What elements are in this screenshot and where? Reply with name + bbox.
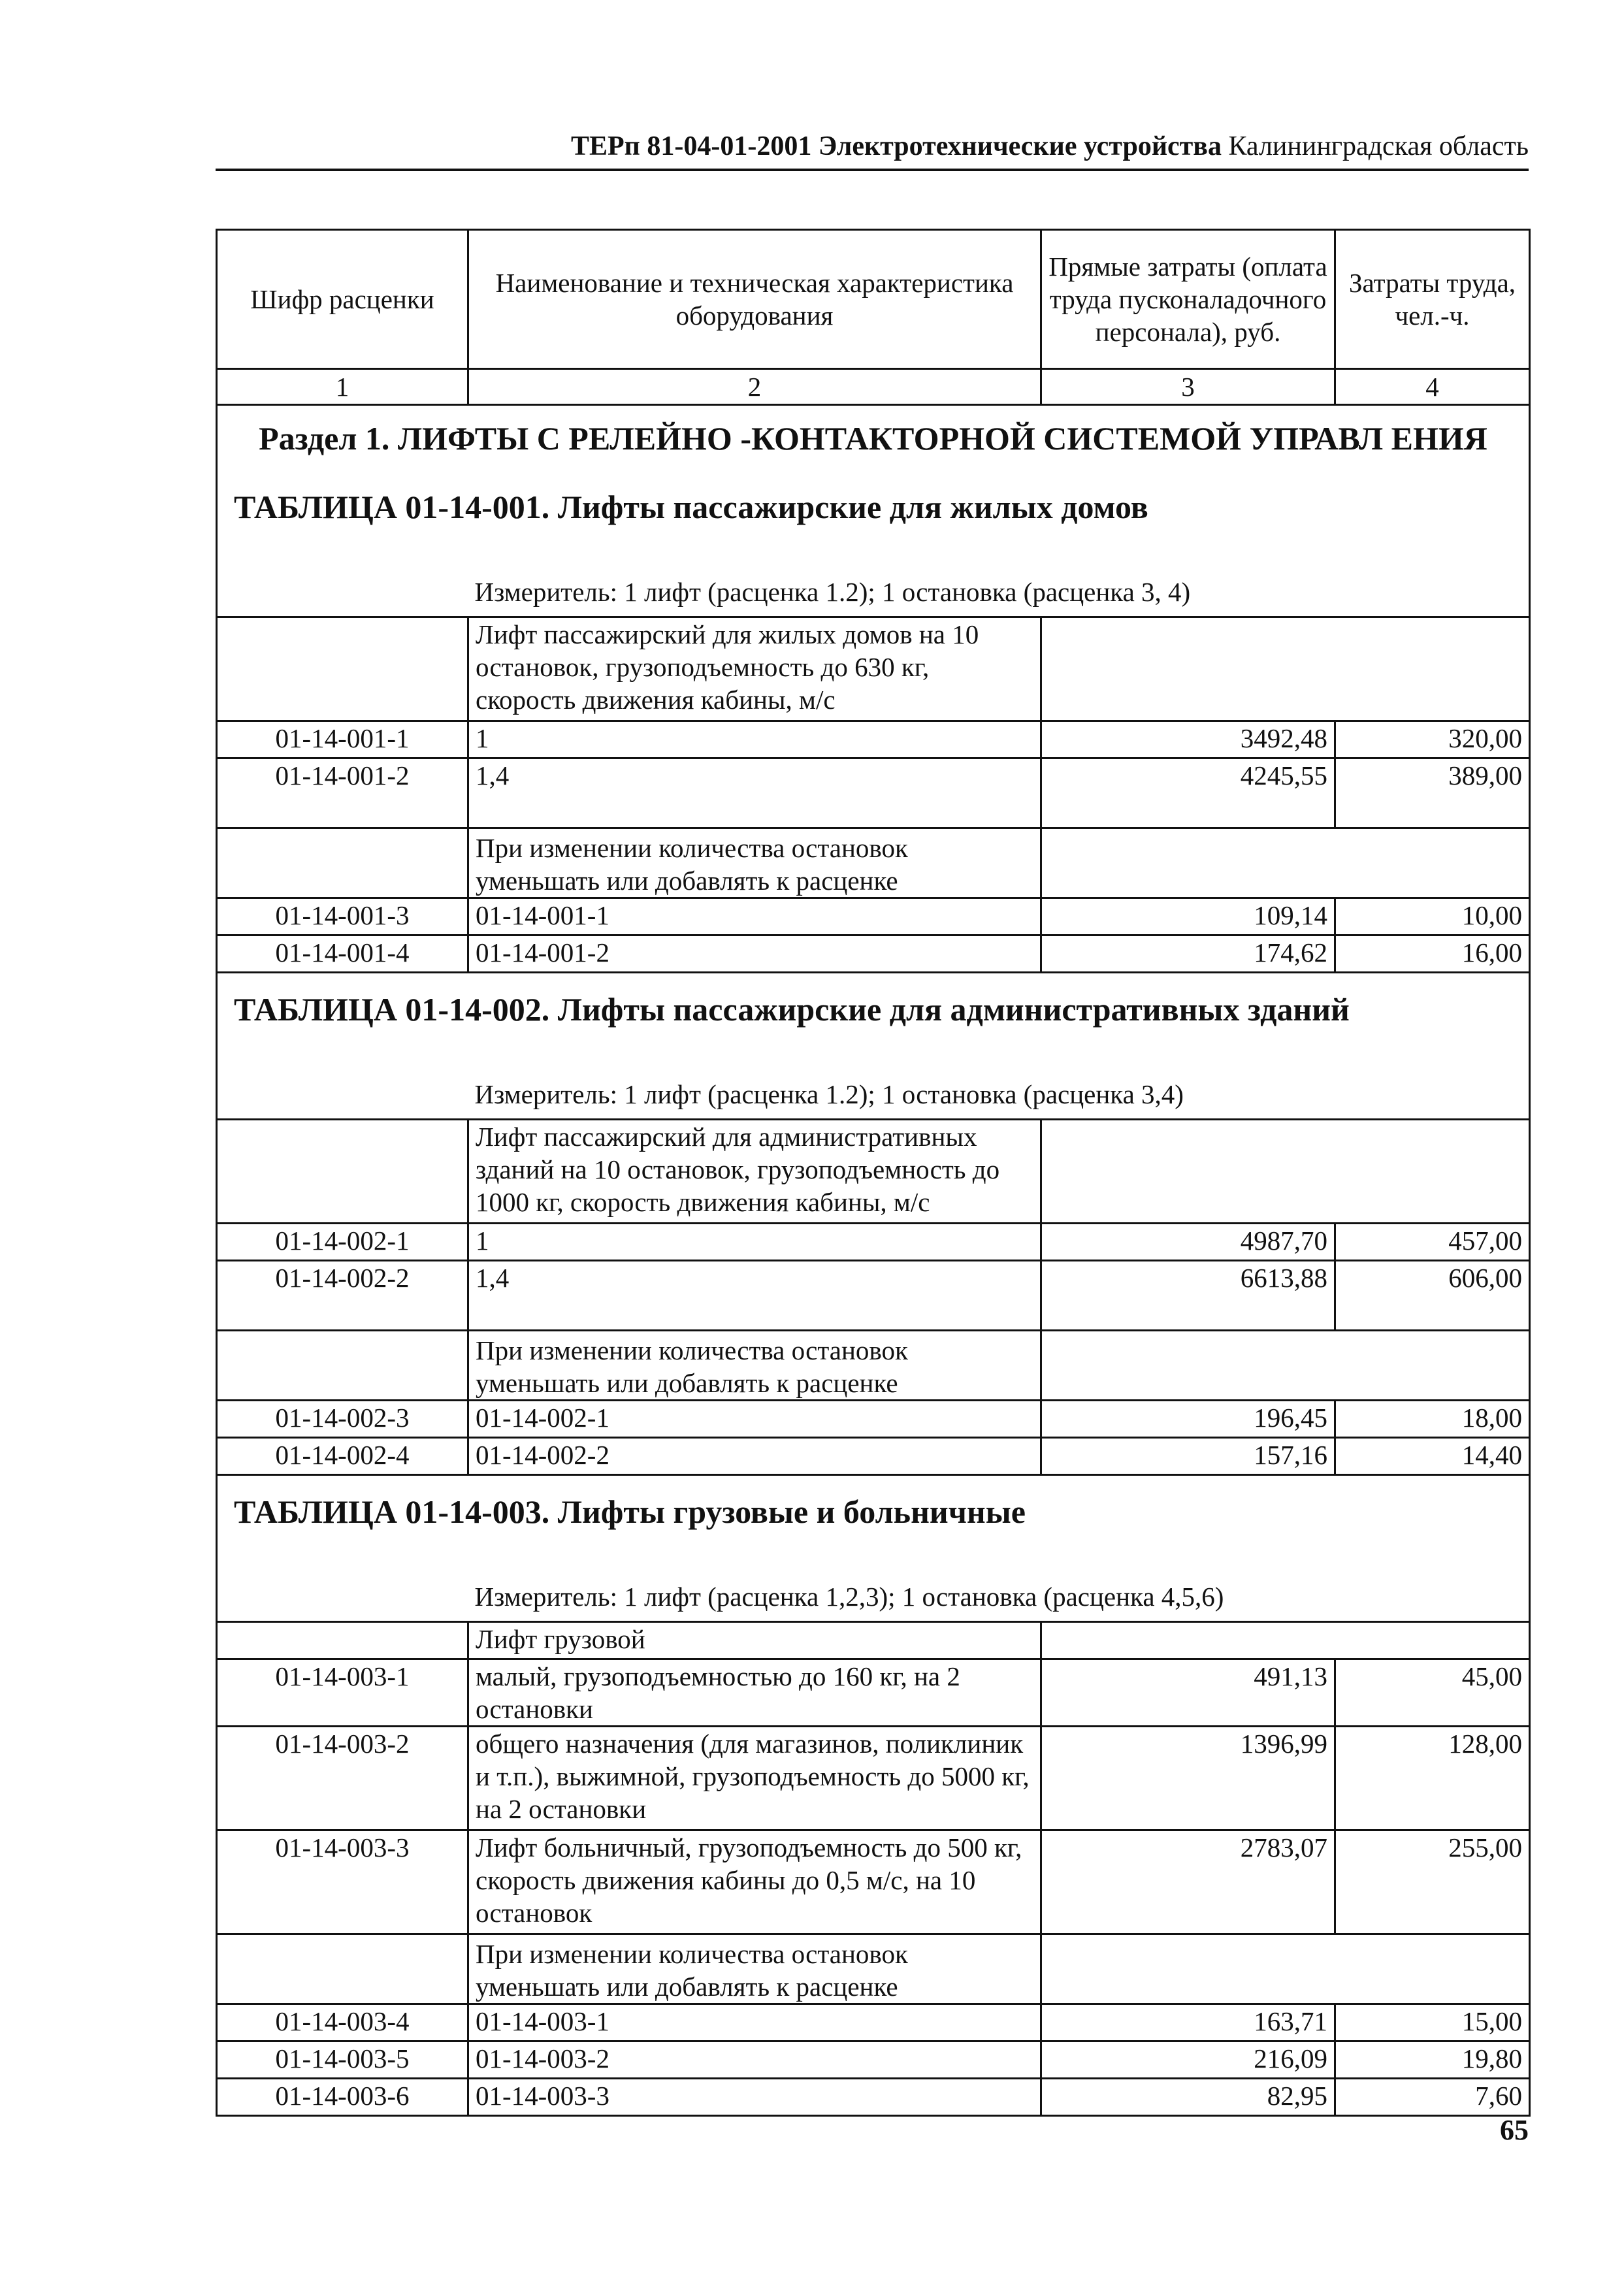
rate-name: 01-14-003-1 (468, 2004, 1041, 2041)
col-number-1: 1 (217, 369, 468, 405)
rate-code: 01-14-003-3 (217, 1830, 468, 1934)
rate-code: 01-14-001-2 (217, 758, 468, 828)
rate-code: 01-14-003-6 (217, 2079, 468, 2116)
description-spacer (1041, 828, 1530, 898)
tables-body (217, 471, 1530, 2116)
table-row (217, 758, 1530, 828)
rate-direct-cost: 491,13 (1041, 1659, 1335, 1727)
table-row (217, 721, 1530, 758)
description-spacer (1041, 1120, 1530, 1224)
description-spacer (1041, 1622, 1530, 1659)
rate-direct-cost: 216,09 (1041, 2041, 1335, 2079)
table-title-row (217, 973, 1530, 1046)
table-row (217, 1261, 1530, 1331)
description-row (217, 1622, 1530, 1659)
table-row (217, 2041, 1530, 2079)
col-number-2: 2 (468, 369, 1041, 405)
rate-code: 01-14-002-2 (217, 1261, 468, 1331)
rate-name: 01-14-001-1 (468, 898, 1041, 935)
description-text: Лифт грузовой (468, 1622, 1041, 1659)
section-row (217, 405, 1530, 472)
rate-name: 1 (468, 1224, 1041, 1261)
rate-labor: 7,60 (1335, 2079, 1530, 2116)
table-row (217, 1727, 1530, 1830)
section-title: Раздел 1. ЛИФТЫ С РЕЛЕЙНО -КОНТАКТОРНОЙ СИСТЕМОЙ УПРАВЛ ЕНИЯ (217, 405, 1530, 472)
rate-name: 1 (468, 721, 1041, 758)
table-row (217, 1224, 1530, 1261)
region: Калининградская область (1228, 131, 1529, 161)
measure-text: Измеритель: 1 лифт (расценка 1,2,3); 1 остановка (расценка 4,5,6) (468, 1548, 1530, 1622)
measure-row (217, 1548, 1530, 1622)
table-row (217, 935, 1530, 973)
col-header-direct-costs: Прямые затраты (оплата труда пусконаладочного персонала), руб. (1041, 230, 1335, 369)
rate-code: 01-14-001-1 (217, 721, 468, 758)
measure-spacer (217, 1045, 468, 1120)
rate-code: 01-14-002-3 (217, 1401, 468, 1438)
rate-direct-cost: 109,14 (1041, 898, 1335, 935)
description-row (217, 1120, 1530, 1224)
description-code-empty (217, 828, 468, 898)
rate-name: 01-14-003-3 (468, 2079, 1041, 2116)
rate-direct-cost: 2783,07 (1041, 1830, 1335, 1934)
rate-name: 01-14-002-2 (468, 1438, 1041, 1475)
table-row (217, 898, 1530, 935)
measure-spacer (217, 1548, 468, 1622)
price-table (216, 229, 1531, 2117)
rate-direct-cost: 82,95 (1041, 2079, 1335, 2116)
col-number-3: 3 (1041, 369, 1335, 405)
rate-direct-cost: 6613,88 (1041, 1261, 1335, 1331)
rate-direct-cost: 174,62 (1041, 935, 1335, 973)
table-title: ТАБЛИЦА 01-14-002. Лифты пассажирские для административных зданий (217, 973, 1530, 1046)
measure-row (217, 1045, 1530, 1120)
rate-direct-cost: 3492,48 (1041, 721, 1335, 758)
table-title-row (217, 471, 1530, 543)
measure-row (217, 543, 1530, 617)
description-spacer (1041, 1331, 1530, 1401)
rate-labor: 19,80 (1335, 2041, 1530, 2079)
rate-code: 01-14-003-5 (217, 2041, 468, 2079)
description-text: Лифт пассажирский для жилых домов на 10 остановок, грузоподъемность до 630 кг, скорость движения кабины, м/с (468, 617, 1041, 721)
rate-labor: 45,00 (1335, 1659, 1530, 1727)
rate-code: 01-14-003-1 (217, 1659, 468, 1727)
table-row (217, 1438, 1530, 1475)
rate-labor: 128,00 (1335, 1727, 1530, 1830)
description-spacer (1041, 617, 1530, 721)
rate-labor: 389,00 (1335, 758, 1530, 828)
description-code-empty (217, 1120, 468, 1224)
rate-labor: 15,00 (1335, 2004, 1530, 2041)
measure-text: Измеритель: 1 лифт (расценка 1.2); 1 остановка (расценка 3,4) (468, 1045, 1530, 1120)
rate-code: 01-14-003-4 (217, 2004, 468, 2041)
rate-labor: 457,00 (1335, 1224, 1530, 1261)
rate-name: 01-14-003-2 (468, 2041, 1041, 2079)
rate-direct-cost: 157,16 (1041, 1438, 1335, 1475)
rate-code: 01-14-003-2 (217, 1727, 468, 1830)
rate-direct-cost: 196,45 (1041, 1401, 1335, 1438)
rate-labor: 18,00 (1335, 1401, 1530, 1438)
col-header-code: Шифр расценки (217, 230, 468, 369)
header-rule (216, 169, 1529, 171)
description-text: При изменении количества остановок уменьшать или добавлять к расценке (468, 828, 1041, 898)
table-row (217, 1659, 1530, 1727)
rate-name: 1,4 (468, 758, 1041, 828)
rate-labor: 14,40 (1335, 1438, 1530, 1475)
description-row (217, 828, 1530, 898)
table-row (217, 1830, 1530, 1934)
rate-name: 01-14-002-1 (468, 1401, 1041, 1438)
col-number-4: 4 (1335, 369, 1530, 405)
description-row (217, 617, 1530, 721)
running-header (216, 127, 1529, 165)
table-row (217, 1401, 1530, 1438)
description-code-empty (217, 617, 468, 721)
description-row (217, 1934, 1530, 2004)
column-header-row (217, 230, 1530, 369)
measure-spacer (217, 543, 468, 617)
doc-code: ТЕРп 81-04-01-2001 Электротехнические устройства (570, 131, 1222, 161)
rate-code: 01-14-002-4 (217, 1438, 468, 1475)
description-spacer (1041, 1934, 1530, 2004)
rate-direct-cost: 163,71 (1041, 2004, 1335, 2041)
rate-labor: 10,00 (1335, 898, 1530, 935)
description-row (217, 1331, 1530, 1401)
rate-code: 01-14-002-1 (217, 1224, 468, 1261)
table-title-row (217, 1475, 1530, 1548)
table-title: ТАБЛИЦА 01-14-001. Лифты пассажирские для жилых домов (217, 471, 1530, 543)
page-number: 65 (1500, 2114, 1529, 2146)
description-text: При изменении количества остановок уменьшать или добавлять к расценке (468, 1331, 1041, 1401)
table-title: ТАБЛИЦА 01-14-003. Лифты грузовые и больничные (217, 1475, 1530, 1548)
measure-text: Измеритель: 1 лифт (расценка 1.2); 1 остановка (расценка 3, 4) (468, 543, 1530, 617)
description-text: При изменении количества остановок уменьшать или добавлять к расценке (468, 1934, 1041, 2004)
rate-name: малый, грузоподъемностью до 160 кг, на 2 остановки (468, 1659, 1041, 1727)
rate-name: общего назначения (для магазинов, поликлиник и т.п.), выжимной, грузоподъемность до 5000 кг, на 2 остановки (468, 1727, 1041, 1830)
rate-direct-cost: 4245,55 (1041, 758, 1335, 828)
column-number-row (217, 369, 1530, 405)
table-row (217, 2004, 1530, 2041)
rate-direct-cost: 1396,99 (1041, 1727, 1335, 1830)
table-row (217, 2079, 1530, 2116)
rate-labor: 16,00 (1335, 935, 1530, 973)
description-text: Лифт пассажирский для административных зданий на 10 остановок, грузоподъемность до 1000 кг, скорость движения кабины, м/с (468, 1120, 1041, 1224)
rate-labor: 320,00 (1335, 721, 1530, 758)
rate-code: 01-14-001-4 (217, 935, 468, 973)
rate-labor: 255,00 (1335, 1830, 1530, 1934)
col-header-labor: Затраты труда, чел.-ч. (1335, 230, 1530, 369)
rate-direct-cost: 4987,70 (1041, 1224, 1335, 1261)
rate-name: Лифт больничный, грузоподъемность до 500 кг, скорость движения кабины до 0,5 м/с, на 10 остановок (468, 1830, 1041, 1934)
description-code-empty (217, 1934, 468, 2004)
rate-code: 01-14-001-3 (217, 898, 468, 935)
rate-name: 1,4 (468, 1261, 1041, 1331)
description-code-empty (217, 1622, 468, 1659)
col-header-name: Наименование и техническая характеристика оборудования (468, 230, 1041, 369)
rate-name: 01-14-001-2 (468, 935, 1041, 973)
description-code-empty (217, 1331, 468, 1401)
rate-labor: 606,00 (1335, 1261, 1530, 1331)
